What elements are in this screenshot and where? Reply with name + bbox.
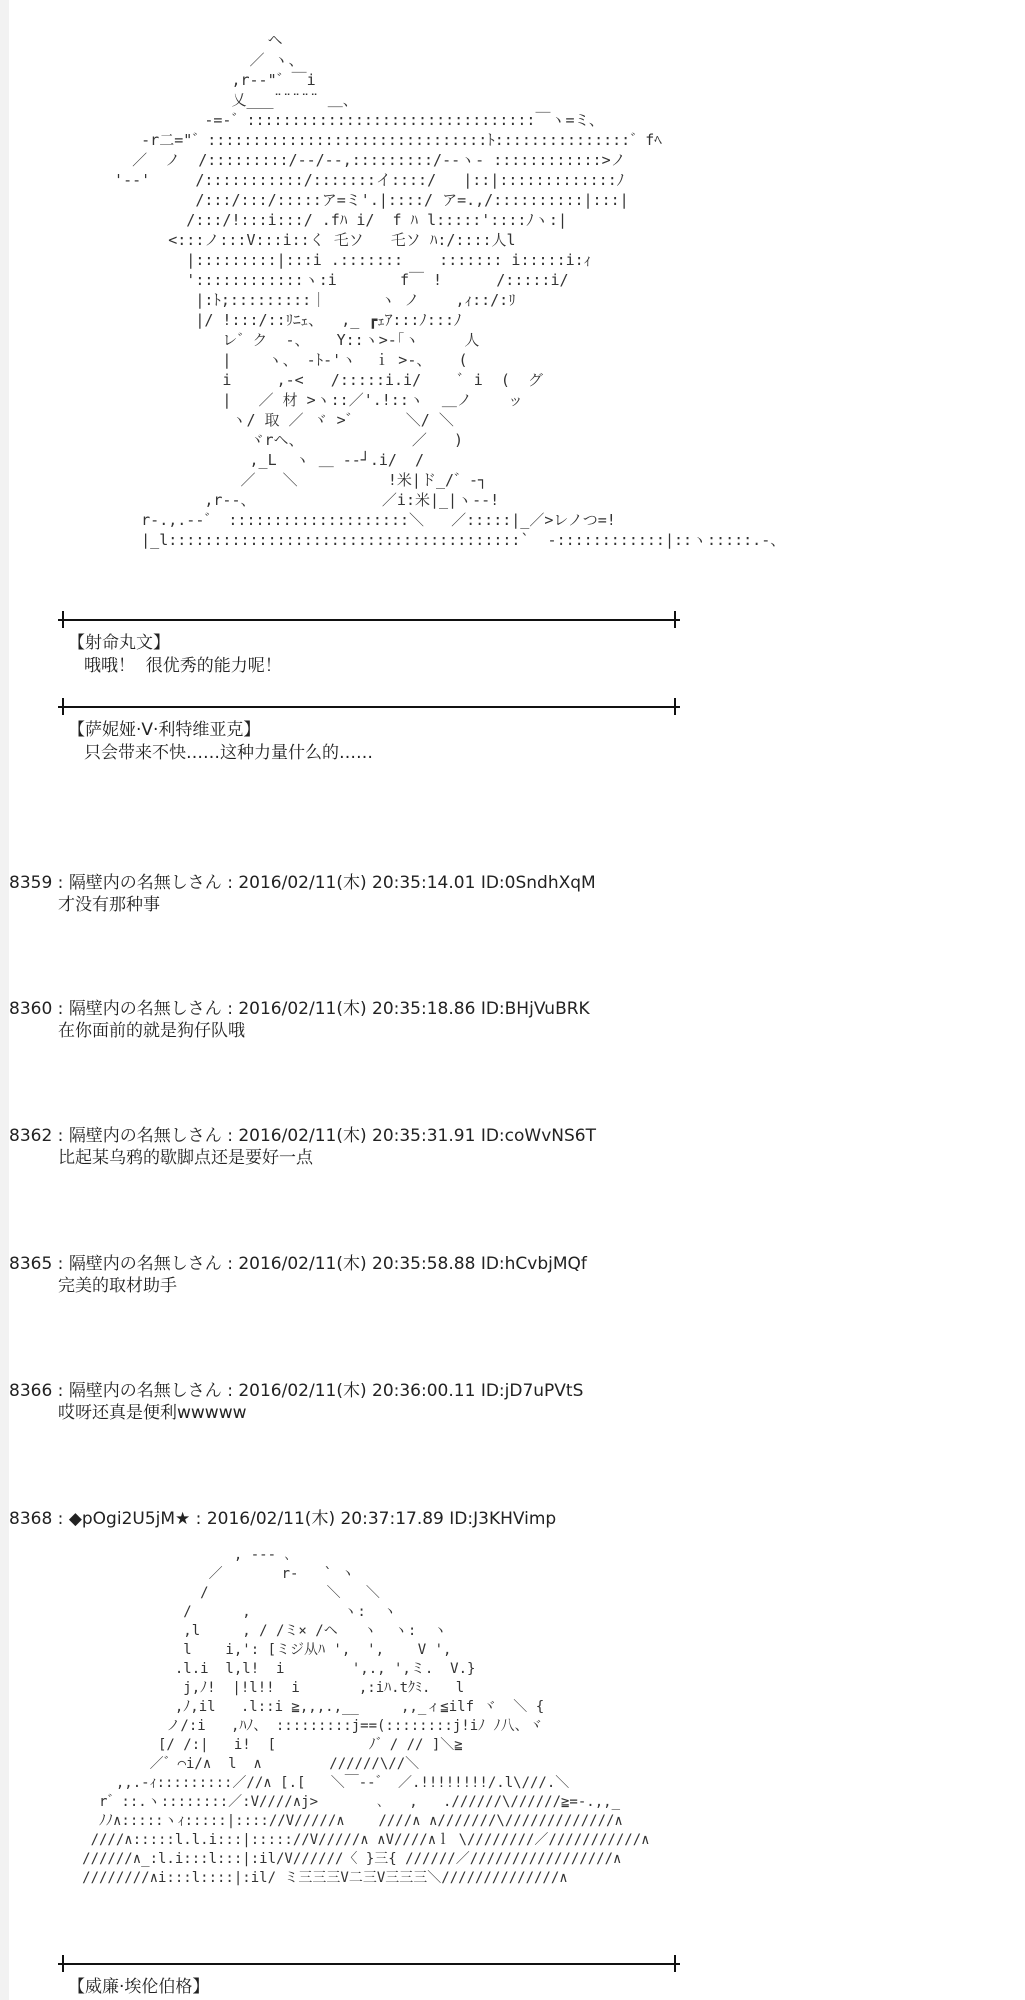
post-datetime: 2016/02/11(木) 20:37:17.89 xyxy=(206,1509,444,1529)
poster-id: ID:BHjVuBRK xyxy=(480,999,590,1019)
post-number[interactable]: 8366 xyxy=(9,1381,53,1401)
post-datetime: 2016/02/11(木) 20:35:58.88 xyxy=(238,1254,476,1274)
dialog-line: 只会带来不快……这种力量什么的…… xyxy=(84,743,373,763)
post-header: 8365 : 隔壁内の名無しさん : 2016/02/11(木) 20:35:58.88 ID:hCvbjMQf xyxy=(9,1254,587,1274)
post-header: 8359 : 隔壁内の名無しさん : 2016/02/11(木) 20:35:14.01 ID:0SndhXqM xyxy=(9,873,596,893)
speaker-name: 【萨妮娅·V·利特维亚克】 xyxy=(68,720,261,740)
poster-id: ID:coWvNS6T xyxy=(480,1126,596,1146)
poster-id: ID:hCvbjMQf xyxy=(480,1254,587,1274)
post-header: 8368 : ◆pOgi2U5jM★ : 2016/02/11(木) 20:37:17.89 ID:J3KHVimp xyxy=(9,1509,557,1529)
speaker-name: 【射命丸文】 xyxy=(68,633,170,653)
post-header: 8366 : 隔壁内の名無しさん : 2016/02/11(木) 20:36:00.11 ID:jD7uPVtS xyxy=(9,1381,584,1401)
scene-divider xyxy=(58,1955,680,1972)
page-margin-strip xyxy=(0,0,9,2000)
poster-name: 隔壁内の名無しさん xyxy=(68,1126,222,1146)
post-datetime: 2016/02/11(木) 20:35:14.01 xyxy=(238,873,476,893)
post-datetime: 2016/02/11(木) 20:35:31.91 xyxy=(238,1126,476,1146)
post-header: 8360 : 隔壁内の名無しさん : 2016/02/11(木) 20:35:18.86 ID:BHjVuBRK xyxy=(9,999,590,1019)
scene-divider xyxy=(58,698,680,715)
post-header: 8362 : 隔壁内の名無しさん : 2016/02/11(木) 20:35:31.91 ID:coWvNS6T xyxy=(9,1126,596,1146)
poster-id: ID:jD7uPVtS xyxy=(480,1381,584,1401)
ascii-art-wilhelm: , ‐‐‐ ､ ／ r‐ ` ヽ / ＼ ＼ / , ヽ: ヽ ,l , / /ミ× /ヘ ヽ ヽ: ヽ l i,': [ミジ从ﾊ ', ', V ', .l.i l,l! i ',., ',ミ. V.} j,ﾉ! |!l!! i ,:iﾊ.tｸﾐ. l ,ﾉ,il .l::i ≧,,,.,__ ,,_ィ≦ilf ヾ ＼ { ノ/:i ,ﾊﾉ、 :::::::::j==(::::::::j!iﾉ ﾉ八、ヾ [/ /:| i! [ ﾉ゛/ // ]＼≧ ／゛⌒i/∧ l ∧ //////\//＼ ,,.-ｨ:::::::::／//∧ [.[ ＼￣‐‐゛ ／.!!!!!!!!/.l\///.＼ r゛::.ヽ::::::::／:V////∧j> ､ , .//////\//////≧=-.,,_ ﾉﾉ∧:::::ヽｨ:::::|:::://V/////∧ ////∧ ∧///////\/////////////∧ ////∧:::::l.l.i:::|::::://V/////∧ ∧V////∧ｌ \////////／///////////∧ //////∧_:l.i:::l:::|:il/V//////〈 }三{ //////／/////////////////∧ ////////∧i:::l::::|:il/ ミ三三三V二三V三三三＼//////////////∧ xyxy=(82,1547,650,1886)
scene-divider xyxy=(58,611,680,628)
post-body: 才没有那种事 xyxy=(58,895,160,915)
post-body: 哎呀还真是便利wwwww xyxy=(58,1403,247,1423)
post-body: 完美的取材助手 xyxy=(58,1276,177,1296)
post-number[interactable]: 8368 xyxy=(9,1509,53,1529)
dialog-line: 哦哦！ 很优秀的能力呢！ xyxy=(84,656,282,676)
post-number[interactable]: 8360 xyxy=(9,999,53,1019)
poster-name: 隔壁内の名無しさん xyxy=(68,1254,222,1274)
poster-id: ID:0SndhXqM xyxy=(480,873,596,893)
post-body: 在你面前的就是狗仔队哦 xyxy=(58,1021,245,1041)
post-body: 比起某乌鸦的歇脚点还是要好一点 xyxy=(58,1148,313,1168)
poster-name: 隔壁内の名無しさん xyxy=(68,1381,222,1401)
poster-name: 隔壁内の名無しさん xyxy=(68,999,222,1019)
post-number[interactable]: 8359 xyxy=(9,873,53,893)
speaker-name: 【威廉·埃伦伯格】 xyxy=(68,1977,210,1997)
poster-name: 隔壁内の名無しさん xyxy=(68,873,222,893)
post-datetime: 2016/02/11(木) 20:36:00.11 xyxy=(238,1381,476,1401)
poster-id: ID:J3KHVimp xyxy=(449,1509,557,1529)
poster-name: ◆pOgi2U5jM★ xyxy=(68,1509,191,1529)
post-datetime: 2016/02/11(木) 20:35:18.86 xyxy=(238,999,476,1019)
ascii-art-aya: ヘ ／ ヽ、 ,r‐‐"゛￣i 乂___¨¨¨¨¨ ＿、 -=‐゛::::::::::::::::::::::::::::::::￣ヽ=ミ、 -r二="゛:::::::::::::::::::::::::::::::ﾄ:::::::::::::::゛fﾍ ／ ノ /:::::::::/‐‐/‐‐,:::::::::/‐‐ヽ‐ ::::::::::::>ノ '‐‐' /:::::::::::/:::::::イ::::/ |::|:::::::::::::ﾉ /:::/:::/:::::ア=ミ'.|::::/ ア=.,/::::::::::|:::| /:::/!:::i:::/ .fﾊ i/ f ﾊ l:::::'::::ﾉヽ:| <:::ノ:::V:::i::く 乇ソ 乇ソ ﾊ:/::::人l |:::::::::|:::i .::::::: ::::::: i:::::i:ｨ '::::::::::::ヽ:i f￣ ! /:::::i/ |:ﾄ;:::::::::｜ ヽ ノ ,ｨ::/:ﾘ |/ !:::/::ﾘﾆｪ、 ,_ ┏ｪｱ:::ﾉ:::ﾉ レ゛ク ‐、 Y::ヽ>‐｢ヽ 人 | ヽ、 ‐ﾄ‐'ヽ ｉ >‐、 ( i ,-< /:::::i.i/ ﾞ i ( グ | ／ 材 >ヽ::／'.!::ヽ ＿ノ ッ ヽ/ 取 ／ ヾ >゛ ＼/ ＼ ヾrヘ、 ／ ) ,_L ヽ ＿ --┘.i/ / ／ ＼ !米|ド_/゛‐┐ ,r‐-、 ／i:米|_|ヽ‐‐! r‐.,.--゛ ::::::::::::::::::::＼ ／:::::|_／>レノつ=! |_l:::::::::::::::::::::::::::::::::::::::` -::::::::::::|::ヽ:::::.-、 xyxy=(114,31,786,549)
post-number[interactable]: 8362 xyxy=(9,1126,53,1146)
post-number[interactable]: 8365 xyxy=(9,1254,53,1274)
